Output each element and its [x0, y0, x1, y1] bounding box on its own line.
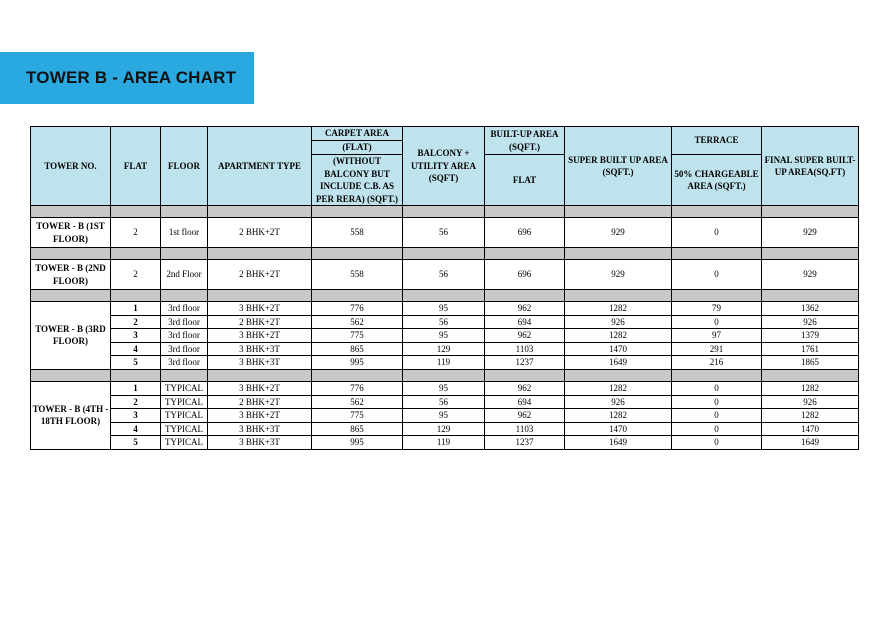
separator-cell	[565, 248, 672, 260]
cell-apartment-type: 3 BHK+3T	[208, 422, 312, 436]
cell-flat: 3	[111, 329, 161, 343]
table-row	[31, 422, 859, 436]
table-row	[31, 218, 859, 248]
cell-terrace: 216	[672, 356, 762, 370]
separator-cell	[485, 206, 565, 218]
cell-builtup-area: 962	[485, 302, 565, 316]
separator-cell	[312, 206, 403, 218]
separator-cell	[312, 369, 403, 381]
separator-cell	[161, 369, 208, 381]
separator-cell	[565, 206, 672, 218]
cell-floor: 2nd Floor	[161, 260, 208, 290]
cell-apartment-type: 3 BHK+3T	[208, 436, 312, 450]
cell-final-super: 1282	[762, 381, 859, 395]
cell-apartment-type: 3 BHK+2T	[208, 409, 312, 423]
table-row	[31, 302, 859, 316]
cell-apartment-type: 3 BHK+3T	[208, 356, 312, 370]
separator-cell	[565, 290, 672, 302]
cell-terrace: 0	[672, 260, 762, 290]
header-final-super: FINAL SUPER BUILT-UP AREA(SQ.FT)	[762, 127, 859, 206]
cell-floor: 3rd floor	[161, 342, 208, 356]
title-banner	[0, 52, 254, 104]
cell-floor: TYPICAL	[161, 436, 208, 450]
cell-carpet-area: 775	[312, 329, 403, 343]
cell-super-builtup: 1282	[565, 409, 672, 423]
cell-apartment-type: 3 BHK+2T	[208, 381, 312, 395]
cell-carpet-area: 776	[312, 302, 403, 316]
cell-builtup-area: 696	[485, 260, 565, 290]
cell-carpet-area: 995	[312, 356, 403, 370]
cell-super-builtup: 1470	[565, 422, 672, 436]
cell-balcony-area: 95	[403, 329, 485, 343]
cell-super-builtup: 1282	[565, 381, 672, 395]
cell-final-super: 929	[762, 218, 859, 248]
cell-flat: 5	[111, 356, 161, 370]
cell-builtup-area: 962	[485, 381, 565, 395]
table-row	[31, 342, 859, 356]
separator-cell	[485, 290, 565, 302]
cell-builtup-area: 694	[485, 395, 565, 409]
separator-cell	[161, 206, 208, 218]
cell-flat: 2	[111, 395, 161, 409]
table-row	[31, 260, 859, 290]
cell-balcony-area: 56	[403, 395, 485, 409]
cell-tower-group: TOWER - B (1ST FLOOR)	[31, 218, 111, 248]
separator-cell	[672, 290, 762, 302]
cell-floor: TYPICAL	[161, 409, 208, 423]
cell-final-super: 926	[762, 315, 859, 329]
header-flat: FLAT	[111, 127, 161, 206]
separator-row	[31, 369, 859, 381]
cell-floor: TYPICAL	[161, 381, 208, 395]
cell-flat: 1	[111, 381, 161, 395]
cell-super-builtup: 929	[565, 218, 672, 248]
separator-cell	[403, 290, 485, 302]
cell-final-super: 1649	[762, 436, 859, 450]
cell-flat: 3	[111, 409, 161, 423]
cell-final-super: 1379	[762, 329, 859, 343]
separator-cell	[208, 206, 312, 218]
cell-terrace: 0	[672, 315, 762, 329]
cell-balcony-area: 95	[403, 381, 485, 395]
table-row	[31, 395, 859, 409]
cell-carpet-area: 865	[312, 342, 403, 356]
separator-cell	[565, 369, 672, 381]
cell-floor: 3rd floor	[161, 315, 208, 329]
header-builtup-flat: FLAT	[485, 155, 565, 206]
separator-cell	[111, 206, 161, 218]
cell-super-builtup: 1282	[565, 329, 672, 343]
cell-flat: 2	[111, 315, 161, 329]
cell-builtup-area: 1237	[485, 436, 565, 450]
cell-balcony-area: 129	[403, 422, 485, 436]
table-row	[31, 329, 859, 343]
cell-final-super: 1470	[762, 422, 859, 436]
cell-balcony-area: 95	[403, 409, 485, 423]
table-row	[31, 315, 859, 329]
cell-builtup-area: 1103	[485, 422, 565, 436]
separator-cell	[672, 206, 762, 218]
cell-floor: 3rd floor	[161, 302, 208, 316]
separator-cell	[312, 248, 403, 260]
separator-cell	[208, 248, 312, 260]
table-body	[31, 206, 859, 450]
cell-floor: TYPICAL	[161, 395, 208, 409]
cell-floor: 3rd floor	[161, 356, 208, 370]
cell-flat: 4	[111, 422, 161, 436]
cell-flat: 5	[111, 436, 161, 450]
cell-terrace: 0	[672, 395, 762, 409]
header-tower-no: TOWER NO.	[31, 127, 111, 206]
cell-final-super: 1362	[762, 302, 859, 316]
cell-flat: 2	[111, 218, 161, 248]
cell-apartment-type: 2 BHK+2T	[208, 395, 312, 409]
separator-cell	[762, 369, 859, 381]
separator-cell	[762, 248, 859, 260]
cell-super-builtup: 1649	[565, 436, 672, 450]
page-title: TOWER B - AREA CHART	[26, 68, 237, 87]
separator-cell	[31, 248, 111, 260]
cell-floor: TYPICAL	[161, 422, 208, 436]
cell-terrace: 0	[672, 409, 762, 423]
cell-balcony-area: 129	[403, 342, 485, 356]
table-row	[31, 409, 859, 423]
header-builtup: BUILT-UP AREA (SQFT.)	[485, 127, 565, 155]
header-balcony: BALCONY + UTILITY AREA (SQFT)	[403, 127, 485, 206]
cell-super-builtup: 1649	[565, 356, 672, 370]
separator-cell	[485, 369, 565, 381]
cell-balcony-area: 56	[403, 218, 485, 248]
cell-flat: 1	[111, 302, 161, 316]
cell-tower-group: TOWER - B (3RD FLOOR)	[31, 302, 111, 370]
cell-carpet-area: 558	[312, 218, 403, 248]
separator-cell	[403, 206, 485, 218]
cell-terrace: 0	[672, 422, 762, 436]
cell-super-builtup: 929	[565, 260, 672, 290]
separator-row	[31, 290, 859, 302]
separator-cell	[161, 290, 208, 302]
cell-super-builtup: 926	[565, 315, 672, 329]
cell-carpet-area: 558	[312, 260, 403, 290]
cell-super-builtup: 926	[565, 395, 672, 409]
separator-row	[31, 248, 859, 260]
cell-final-super: 1865	[762, 356, 859, 370]
cell-terrace: 97	[672, 329, 762, 343]
cell-super-builtup: 1282	[565, 302, 672, 316]
cell-floor: 3rd floor	[161, 329, 208, 343]
cell-carpet-area: 562	[312, 395, 403, 409]
cell-balcony-area: 119	[403, 436, 485, 450]
separator-cell	[403, 248, 485, 260]
cell-flat: 2	[111, 260, 161, 290]
cell-balcony-area: 119	[403, 356, 485, 370]
separator-cell	[762, 206, 859, 218]
separator-cell	[403, 369, 485, 381]
separator-cell	[208, 369, 312, 381]
cell-terrace: 0	[672, 381, 762, 395]
cell-builtup-area: 1237	[485, 356, 565, 370]
header-terrace-note: 50% CHARGEABLE AREA (SQFT.)	[672, 155, 762, 206]
cell-apartment-type: 2 BHK+2T	[208, 315, 312, 329]
cell-tower-group: TOWER - B (2ND FLOOR)	[31, 260, 111, 290]
cell-apartment-type: 2 BHK+2T	[208, 218, 312, 248]
cell-builtup-area: 1103	[485, 342, 565, 356]
header-carpet-flat: (FLAT)	[312, 141, 403, 155]
cell-flat: 4	[111, 342, 161, 356]
header-terrace: TERRACE	[672, 127, 762, 155]
cell-apartment-type: 2 BHK+2T	[208, 260, 312, 290]
cell-carpet-area: 562	[312, 315, 403, 329]
separator-cell	[111, 248, 161, 260]
cell-final-super: 926	[762, 395, 859, 409]
cell-terrace: 291	[672, 342, 762, 356]
separator-row	[31, 206, 859, 218]
separator-cell	[762, 290, 859, 302]
cell-balcony-area: 56	[403, 260, 485, 290]
cell-super-builtup: 1470	[565, 342, 672, 356]
header-super-builtup: SUPER BUILT UP AREA (SQFT.)	[565, 127, 672, 206]
cell-apartment-type: 3 BHK+2T	[208, 302, 312, 316]
cell-carpet-area: 865	[312, 422, 403, 436]
cell-tower-group: TOWER - B (4TH - 18TH FLOOR)	[31, 381, 111, 449]
cell-apartment-type: 3 BHK+2T	[208, 329, 312, 343]
cell-terrace: 0	[672, 218, 762, 248]
table-row	[31, 436, 859, 450]
separator-cell	[485, 248, 565, 260]
cell-carpet-area: 995	[312, 436, 403, 450]
separator-cell	[31, 369, 111, 381]
cell-final-super: 1761	[762, 342, 859, 356]
cell-builtup-area: 962	[485, 409, 565, 423]
separator-cell	[111, 369, 161, 381]
separator-cell	[161, 248, 208, 260]
table-row	[31, 356, 859, 370]
cell-final-super: 929	[762, 260, 859, 290]
cell-apartment-type: 3 BHK+3T	[208, 342, 312, 356]
separator-cell	[111, 290, 161, 302]
separator-cell	[312, 290, 403, 302]
cell-builtup-area: 962	[485, 329, 565, 343]
separator-cell	[672, 248, 762, 260]
separator-cell	[31, 206, 111, 218]
cell-floor: 1st floor	[161, 218, 208, 248]
cell-builtup-area: 694	[485, 315, 565, 329]
cell-terrace: 79	[672, 302, 762, 316]
table-row	[31, 381, 859, 395]
cell-carpet-area: 775	[312, 409, 403, 423]
separator-cell	[208, 290, 312, 302]
header-floor: FLOOR	[161, 127, 208, 206]
area-chart-table	[30, 126, 859, 450]
header-carpet-area: CARPET AREA	[312, 127, 403, 141]
header-carpet-note: (WITHOUT BALCONY BUT INCLUDE C.B. AS PER RERA) (SQFT.)	[312, 155, 403, 206]
table-header	[31, 127, 859, 206]
cell-builtup-area: 696	[485, 218, 565, 248]
cell-carpet-area: 776	[312, 381, 403, 395]
header-apartment-type: APARTMENT TYPE	[208, 127, 312, 206]
cell-final-super: 1282	[762, 409, 859, 423]
cell-terrace: 0	[672, 436, 762, 450]
cell-balcony-area: 95	[403, 302, 485, 316]
cell-balcony-area: 56	[403, 315, 485, 329]
separator-cell	[31, 290, 111, 302]
separator-cell	[672, 369, 762, 381]
